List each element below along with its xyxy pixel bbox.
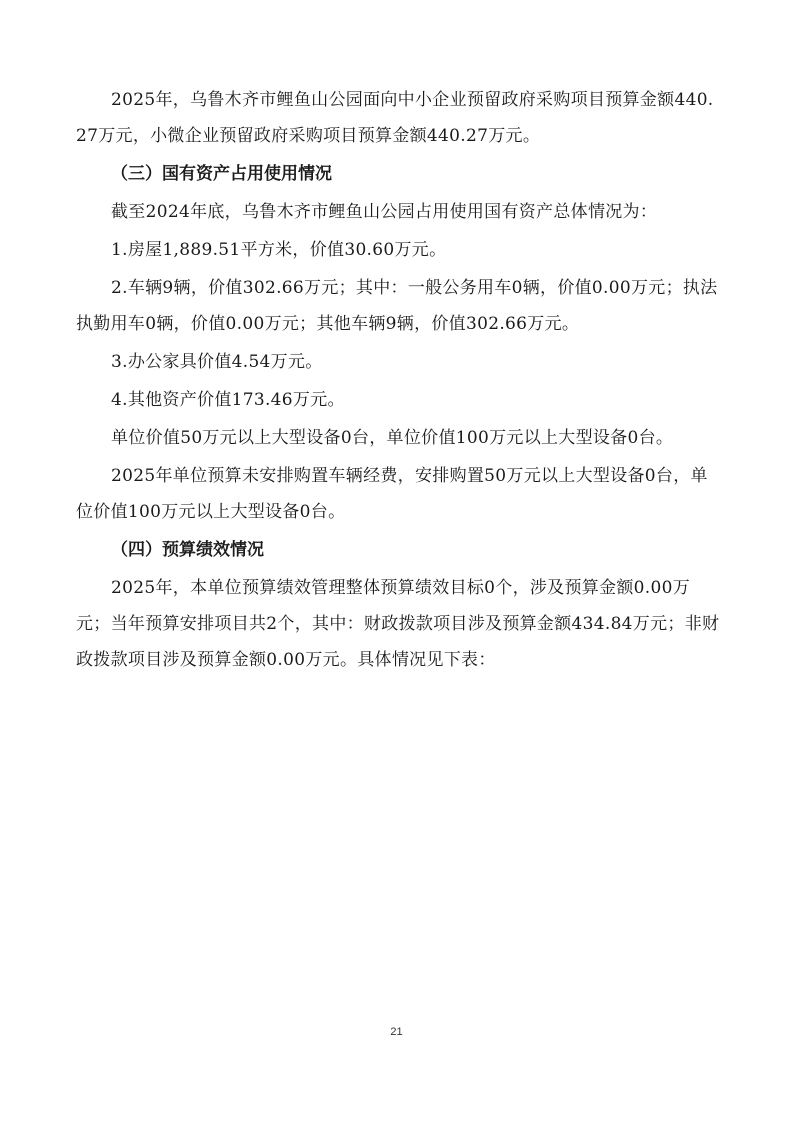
- paragraph-assets-overview: 截至2024年底，乌鲁木齐市鲤鱼山公园占用使用国有资产总体情况为：: [111, 202, 658, 222]
- section-heading-state-assets: （三）国有资产占用使用情况: [111, 164, 332, 184]
- section-heading-performance: （四）预算绩效情况: [111, 540, 264, 560]
- page-number: 21: [390, 1026, 403, 1038]
- paragraph-performance-detail: 2025年，本单位预算绩效管理整体预算绩效目标0个，涉及预算金额0.00万元；当年预算安排项目共2个，其中：财政拨款项目涉及预算金额434.84万元；非财政拨款项目涉及预算金额0.00万元。具体情况见下表：: [76, 578, 720, 670]
- paragraph-assets-other: 4.其他资产价值173.46万元。: [111, 390, 345, 410]
- paragraph-procurement-reserve: 2025年，乌鲁木齐市鲤鱼山公园面向中小企业预留政府采购项目预算金额440.27万元，小微企业预留政府采购项目预算金额440.27万元。: [76, 90, 714, 146]
- paragraph-assets-buildings: 1.房屋1,889.51平方米，价值30.60万元。: [111, 240, 447, 260]
- paragraph-purchase-plan: 2025年单位预算未安排购置车辆经费，安排购置50万元以上大型设备0台，单位价值100万元以上大型设备0台。: [76, 466, 708, 522]
- document-body: [76, 82, 721, 678]
- paragraph-assets-vehicles: 2.车辆9辆，价值302.66万元；其中：一般公务用车0辆，价值0.00万元；执法执勤用车0辆，价值0.00万元；其他车辆9辆，价值302.66万元。: [76, 278, 718, 334]
- paragraph-assets-furniture: 3.办公家具价值4.54万元。: [111, 352, 323, 372]
- paragraph-large-equipment: 单位价值50万元以上大型设备0台，单位价值100万元以上大型设备0台。: [111, 428, 674, 448]
